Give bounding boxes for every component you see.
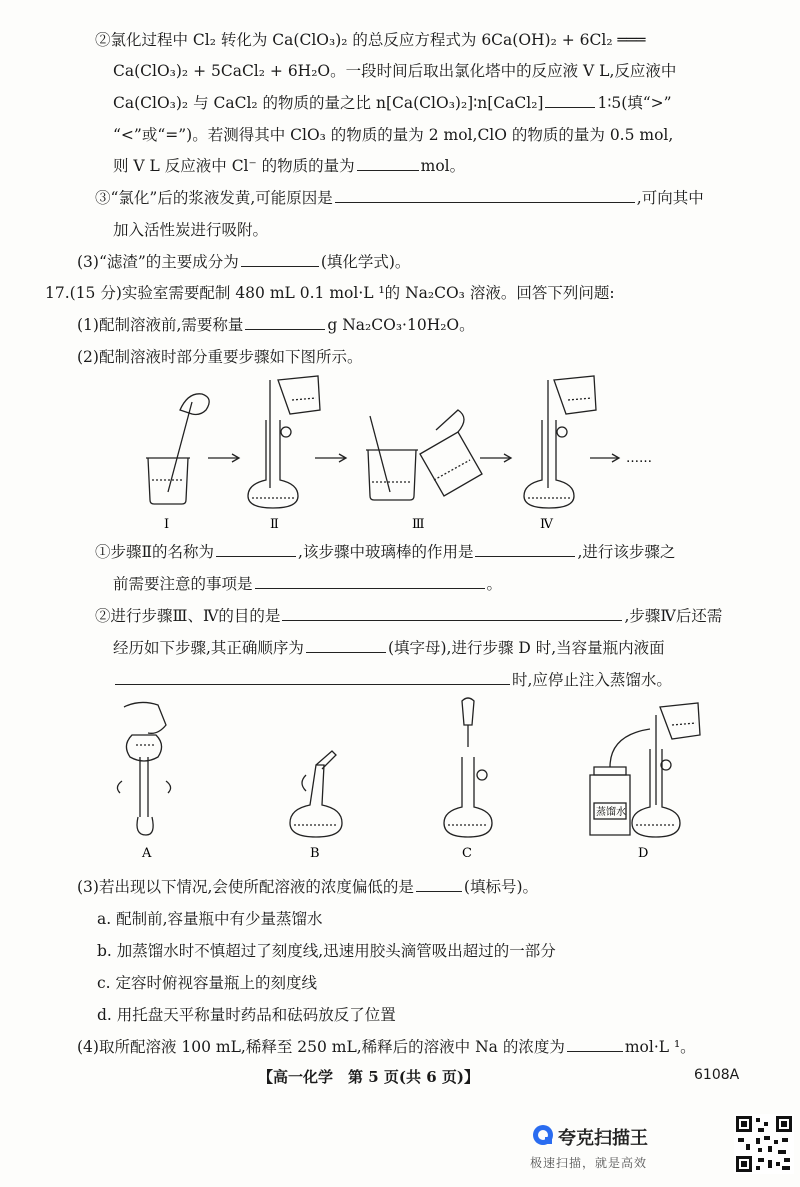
step-label: Ⅲ bbox=[412, 517, 425, 532]
page-footer: 【高一化学 第 5 页(共 6 页)】 bbox=[258, 1068, 479, 1086]
text-line: (3)“滤渣”的主要成分为 (填化学式)。 bbox=[77, 253, 411, 271]
text-line: ③“氯化”后的浆液发黄,可能原因是 ,可向其中 bbox=[95, 189, 704, 207]
answer-blank[interactable] bbox=[306, 638, 386, 653]
option-label: A bbox=[142, 846, 152, 861]
text-line: Ca(ClO₃)₂ + 5CaCl₂ + 6H₂O。一段时间后取出氯化塔中的反应液 V L,反应液中 bbox=[113, 62, 677, 80]
bottle-label: 蒸馏水 bbox=[596, 807, 626, 818]
text-line: (2)配制溶液时部分重要步骤如下图所示。 bbox=[77, 348, 363, 366]
choice-d: d. 用托盘天平称量时药品和砝码放反了位置 bbox=[97, 1006, 396, 1024]
text-line: ①步骤Ⅱ的名称为 ,该步骤中玻璃棒的作用是 ,进行该步骤之 bbox=[95, 543, 676, 561]
ellipsis: …… bbox=[626, 451, 652, 466]
figure-steps-1 bbox=[140, 370, 700, 535]
answer-blank[interactable] bbox=[282, 606, 622, 621]
answer-blank[interactable] bbox=[545, 93, 595, 108]
text-line: ②进行步骤Ⅲ、Ⅳ的目的是 ,步骤Ⅳ后还需 bbox=[95, 607, 723, 625]
text-line: ②氯化过程中 Cl₂ 转化为 Ca(ClO₃)₂ 的总反应方程式为 6Ca(OH)₂ + 6Cl₂ ═══ bbox=[95, 31, 646, 49]
step-label: Ⅰ bbox=[164, 517, 170, 532]
text-line: (3)若出现以下情况,会使所配溶液的浓度偏低的是 (填标号)。 bbox=[77, 878, 538, 896]
answer-blank[interactable] bbox=[216, 542, 296, 557]
answer-blank[interactable] bbox=[416, 877, 462, 892]
text-line: 则 V L 反应液中 Cl⁻ 的物质的量为 mol。 bbox=[113, 157, 466, 175]
question-17-stem: 17.(15 分)实验室需要配制 480 mL 0.1 mol·L ¹的 Na₂CO₃ 溶液。回答下列问题: bbox=[45, 284, 615, 302]
text-line: Ca(ClO₃)₂ 与 CaCl₂ 的物质的量之比 n[Ca(ClO₃)₂]∶n[CaCl₂] 1∶5(填“>” bbox=[113, 94, 672, 112]
text-line: 时,应停止注入蒸馏水。 bbox=[113, 670, 672, 690]
text-line: (4)取所配溶液 100 mL,稀释至 250 mL,稀释后的溶液中 Na 的浓度为 mol·L ¹。 bbox=[77, 1038, 696, 1056]
text-line: 前需要注意的事项是 。 bbox=[113, 575, 503, 593]
text-line: 经历如下步骤,其正确顺序为 (填字母),进行步骤 D 时,当容量瓶内液面 bbox=[113, 639, 665, 657]
watermark-subtitle: 极速扫描，就是高效 bbox=[530, 1156, 648, 1170]
figure-steps-2 bbox=[110, 695, 710, 865]
choice-a: a. 配制前,容量瓶中有少量蒸馏水 bbox=[97, 910, 323, 928]
choice-b: b. 加蒸馏水时不慎超过了刻度线,迅速用胶头滴管吸出超过的一部分 bbox=[97, 942, 556, 960]
option-label: D bbox=[638, 846, 649, 861]
option-label: C bbox=[462, 846, 472, 861]
step-label: Ⅳ bbox=[540, 517, 553, 532]
option-label: B bbox=[310, 846, 320, 861]
answer-blank[interactable] bbox=[115, 670, 510, 685]
choice-c: c. 定容时俯视容量瓶上的刻度线 bbox=[97, 974, 318, 992]
text-line: (1)配制溶液前,需要称量 g Na₂CO₃·10H₂O。 bbox=[77, 316, 475, 334]
qr-code-icon bbox=[734, 1114, 794, 1174]
step-label: Ⅱ bbox=[270, 517, 279, 532]
paper-code: 6108A bbox=[694, 1067, 740, 1083]
text-line: 加入活性炭进行吸附。 bbox=[113, 221, 269, 239]
scanner-watermark bbox=[528, 1112, 800, 1187]
answer-blank[interactable] bbox=[241, 252, 319, 267]
answer-blank[interactable] bbox=[255, 574, 485, 589]
answer-blank[interactable] bbox=[335, 188, 635, 203]
answer-blank[interactable] bbox=[357, 156, 419, 171]
watermark-title: 夸克扫描王 bbox=[558, 1128, 648, 1149]
answer-blank[interactable] bbox=[245, 315, 325, 330]
scanner-logo-icon bbox=[532, 1124, 554, 1146]
answer-blank[interactable] bbox=[567, 1037, 623, 1052]
answer-blank[interactable] bbox=[475, 542, 575, 557]
text-line: “<”或“=”)。若测得其中 ClO₃ 的物质的量为 2 mol,ClO 的物质的量为 0.5 mol, bbox=[113, 126, 674, 144]
